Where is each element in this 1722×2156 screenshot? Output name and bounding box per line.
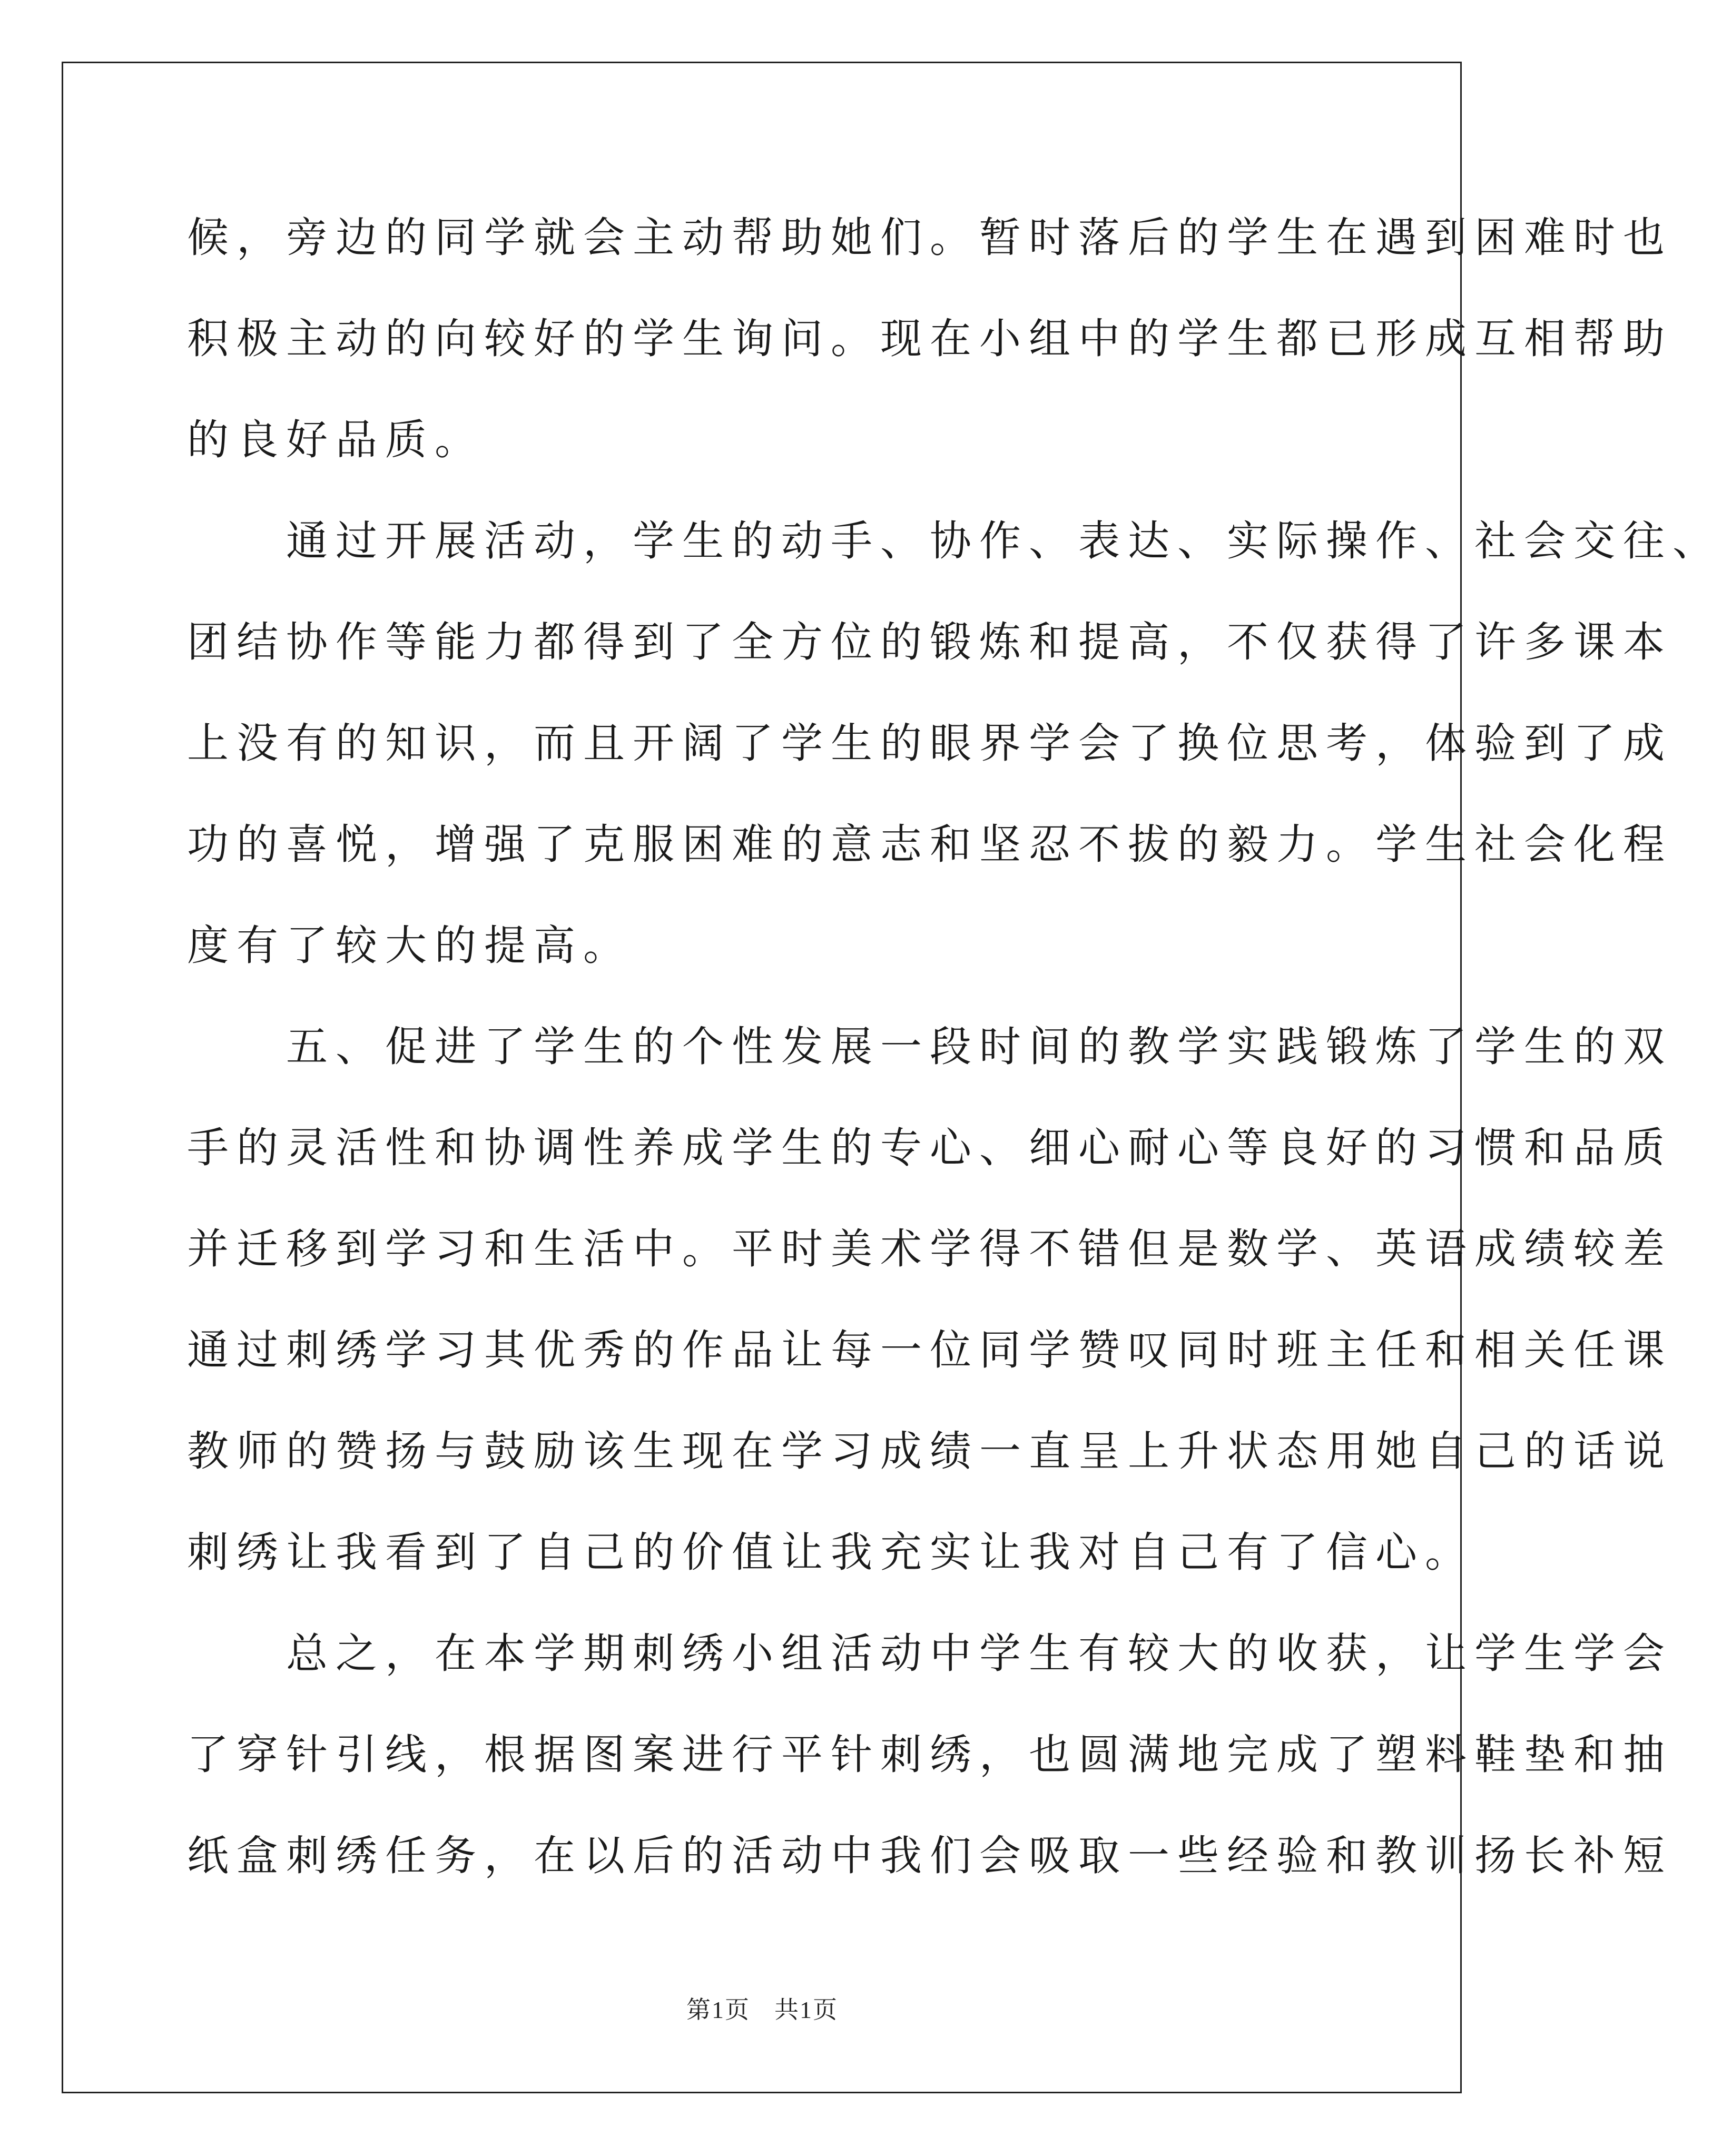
page-number-total: 共1页 [774, 1996, 838, 2023]
text-line: 五、促进了学生的个性发展一段时间的教学实践锻炼了学生的双 [187, 1022, 1672, 1071]
text-line: 团结协作等能力都得到了全方位的锻炼和提高，不仅获得了许多课本 [187, 618, 1672, 666]
text-line: 刺绣让我看到了自己的价值让我充实让我对自己有了信心。 [187, 1528, 1474, 1577]
text-line: 候，旁边的同学就会主动帮助她们。暂时落后的学生在遇到困难时也 [187, 213, 1672, 262]
page-number-current: 第1页 [686, 1996, 750, 2023]
text-line: 手的灵活性和协调性养成学生的专心、细心耐心等良好的习惯和品质 [187, 1124, 1672, 1172]
text-line: 并迁移到学习和生活中。平时美术学得不错但是数学、英语成绩较差 [187, 1225, 1672, 1273]
page-footer [0, 1994, 1524, 2026]
text-line: 教师的赞扬与鼓励该生现在学习成绩一直呈上升状态用她自己的话说 [187, 1427, 1672, 1475]
text-line: 积极主动的向较好的学生询问。现在小组中的学生都已形成互相帮助 [187, 314, 1672, 363]
text-line: 通过开展活动，学生的动手、协作、表达、实际操作、社会交往、 [187, 517, 1722, 565]
text-line: 了穿针引线，根据图案进行平针刺绣，也圆满地完成了塑料鞋垫和抽 [187, 1730, 1672, 1779]
text-line: 通过刺绣学习其优秀的作品让每一位同学赞叹同时班主任和相关任课 [187, 1326, 1672, 1374]
text-line: 上没有的知识，而且开阔了学生的眼界学会了换位思考，体验到了成 [187, 719, 1672, 767]
document-body [187, 187, 1722, 1906]
text-line: 总之，在本学期刺绣小组活动中学生有较大的收获，让学生学会 [187, 1629, 1672, 1678]
text-line: 功的喜悦，增强了克服困难的意志和坚忍不拔的毅力。学生社会化程 [187, 820, 1672, 869]
text-line: 的良好品质。 [187, 416, 484, 464]
text-line: 纸盒刺绣任务，在以后的活动中我们会吸取一些经验和教训扬长补短 [187, 1832, 1672, 1880]
text-line: 度有了较大的提高。 [187, 921, 633, 970]
